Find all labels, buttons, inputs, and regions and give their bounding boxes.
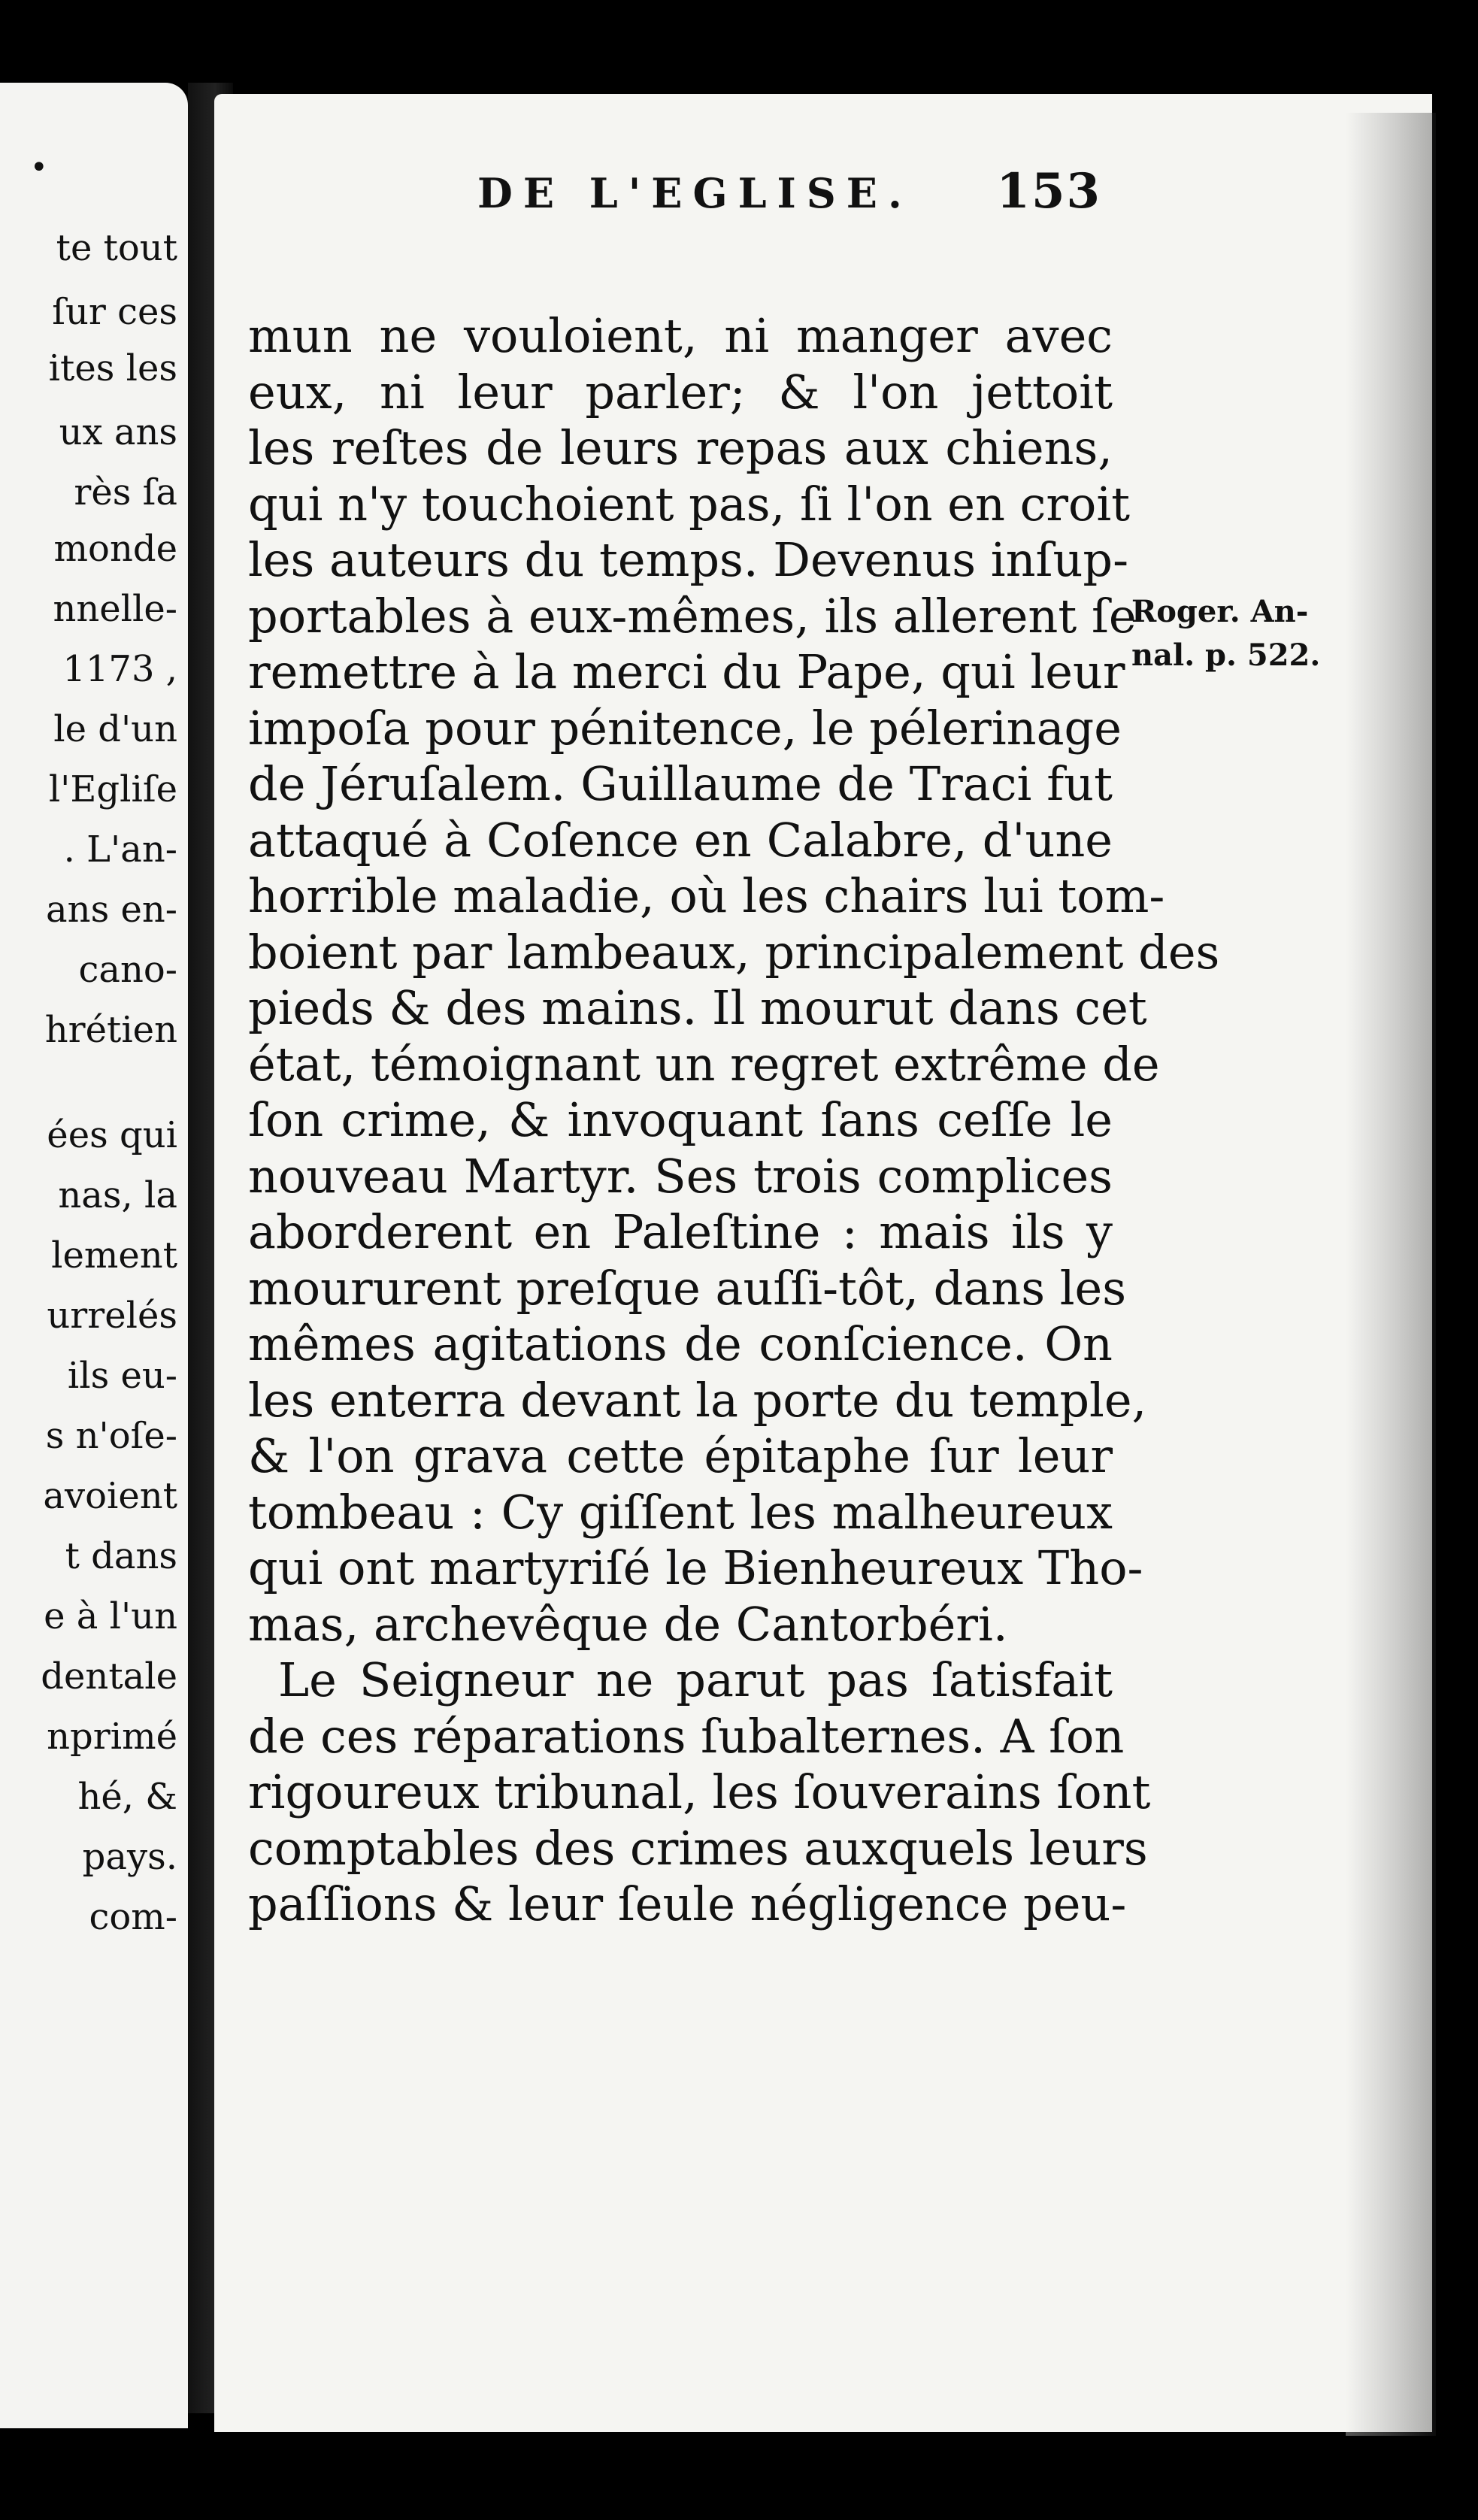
left-page-line: rès ſa	[74, 471, 177, 513]
left-page-line: ans en-	[46, 889, 177, 931]
text-line: qui ont martyriſé le Bienheureux Tho-	[248, 1540, 1143, 1595]
text-line: de Jéruſalem. Guillaume de Traci fut	[248, 756, 1113, 811]
left-page-line: nas, la	[58, 1174, 177, 1216]
text-line: boient par lambeaux, principalement des	[248, 924, 1220, 980]
left-page-line: pays.	[82, 1836, 177, 1878]
text-line: comptables des crimes auxquels leurs	[248, 1820, 1148, 1876]
left-page-line: avoient	[43, 1475, 177, 1517]
left-page-line: te tout	[56, 227, 177, 269]
text-line: paſſions & leur ſeule négligence peu-	[248, 1876, 1127, 1931]
left-page-line: cano-	[78, 949, 177, 991]
text-line: ſon crime, & invoquant ſans ceſſe le	[248, 1092, 1113, 1147]
left-facing-page	[0, 83, 188, 2428]
text-line: horrible maladie, où les chairs lui tom-	[248, 868, 1165, 923]
left-page-line: le d'un	[53, 708, 177, 750]
left-page-line: ils eu-	[67, 1355, 177, 1397]
left-page-line: nnelle-	[53, 588, 177, 630]
text-line: remettre à la merci du Pape, qui leur	[248, 644, 1125, 699]
left-page-line: t dans	[65, 1535, 177, 1577]
text-line: les enterra devant la porte du temple,	[248, 1372, 1147, 1428]
text-line: eux, ni leur parler; & l'on jettoit	[248, 364, 1113, 419]
left-page-line: urrelés	[47, 1295, 177, 1337]
left-page-line: 1173 ,	[62, 648, 177, 690]
ink-dot: •	[30, 150, 48, 185]
margin-note-line: Roger. An-	[1131, 594, 1309, 629]
left-page-line: hrétien	[44, 1009, 177, 1051]
margin-note-line: nal. p. 522.	[1131, 638, 1321, 673]
page-number: 153	[996, 163, 1101, 220]
left-page-line: monde	[53, 528, 177, 570]
text-line: mas, archevêque de Cantorbéri.	[248, 1596, 1008, 1652]
left-page-line: ux ans	[59, 411, 177, 453]
text-line: nouveau Martyr. Ses trois complices	[248, 1148, 1113, 1204]
text-line: état, témoignant un regret extrême de	[248, 1036, 1160, 1092]
left-page-line: ſur ces	[52, 291, 177, 333]
text-line: rigoureux tribunal, les ſouverains ſont	[248, 1764, 1151, 1819]
left-page-line: . L'an-	[63, 828, 177, 871]
text-line: attaqué à Coſence en Calabre, d'une	[248, 812, 1113, 868]
left-page-line: lement	[51, 1234, 177, 1277]
text-line: tombeau : Cy giſſent les malheureux	[248, 1484, 1113, 1540]
left-page-line: com-	[89, 1896, 177, 1938]
left-page-line: dentale	[41, 1655, 177, 1698]
page-edge-shadow	[1346, 113, 1436, 2436]
text-line: & l'on grava cette épitaphe ſur leur	[248, 1428, 1113, 1483]
left-page-line: ites les	[48, 347, 177, 389]
text-line: mun ne vouloient, ni manger avec	[248, 308, 1113, 363]
text-line: Le Seigneur ne parut pas ſatisfait	[278, 1652, 1113, 1707]
text-line: pieds & des mains. Il mourut dans cet	[248, 980, 1147, 1035]
left-page-line: l'Egliſe	[48, 768, 177, 810]
text-line: impoſa pour pénitence, le pélerinage	[248, 700, 1122, 756]
left-page-line: ées qui	[47, 1114, 177, 1156]
left-page-line: e à l'un	[44, 1595, 177, 1637]
text-line: qui n'y touchoient pas, ſi l'on en croit	[248, 476, 1131, 532]
text-line: mêmes agitations de conſcience. On	[248, 1316, 1113, 1371]
text-line: les reſtes de leurs repas aux chiens,	[248, 420, 1113, 475]
text-line: de ces réparations ſubalternes. A ſon	[248, 1708, 1125, 1764]
text-line: aborderent en Paleſtine : mais ils y	[248, 1204, 1113, 1259]
left-page-line: nprimé	[47, 1716, 177, 1758]
text-line: portables à eux-mêmes, ils allerent ſe	[248, 588, 1137, 644]
left-page-line: s n'oſe-	[45, 1415, 177, 1457]
margin-note	[1131, 590, 1320, 677]
text-line: les auteurs du temps. Devenus inſup-	[248, 532, 1129, 587]
text-line: moururent preſque auſſi-tôt, dans les	[248, 1260, 1127, 1316]
running-title: DE L'EGLISE.	[477, 169, 913, 217]
left-page-line: hé, &	[77, 1776, 177, 1818]
